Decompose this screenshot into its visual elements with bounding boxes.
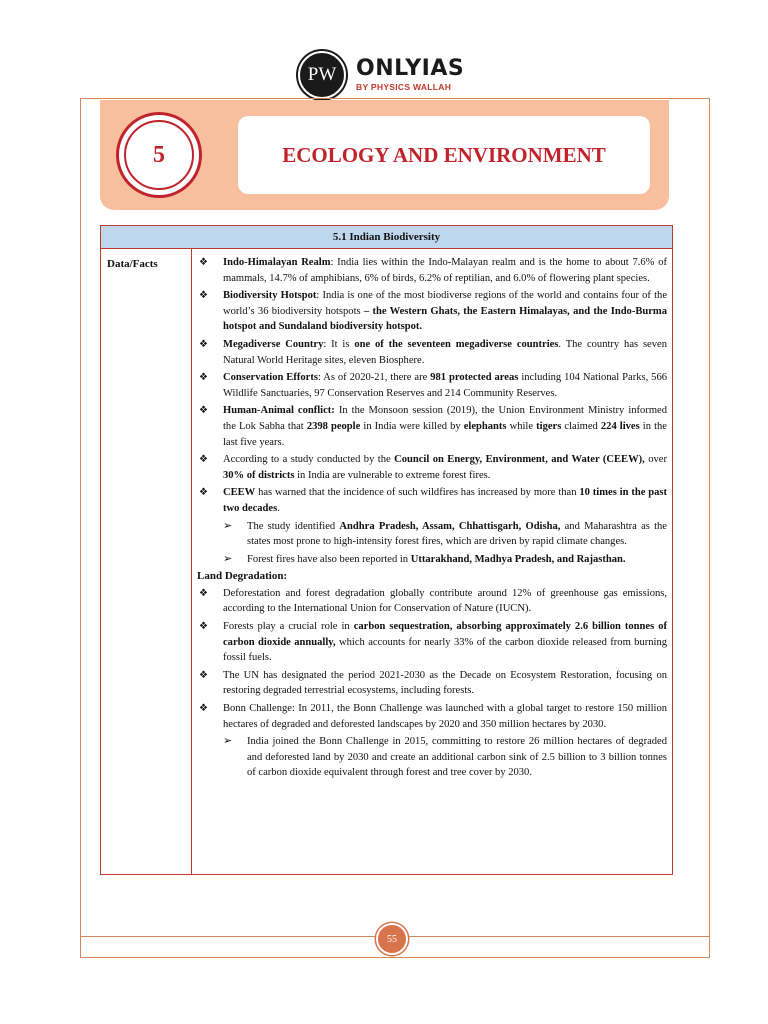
diamond-bullet-icon: ❖ — [199, 405, 208, 417]
list-item: ❖ Megadiverse Country: It is one of the seventeen megadiverse countries. The country has seven Natural World Heritage sites, eleven Biosphere. — [199, 338, 667, 366]
list-item: ❖ The UN has designated the period 2021-2030 as the Decade on Ecosystem Restoration, focusing on restoring degraded terrestrial ecosystems, including forests. — [199, 669, 667, 697]
pw-logo-icon: PW — [298, 51, 346, 99]
brand-subtitle: BY PHYSICS WALLAH — [356, 82, 452, 93]
list-item: ❖ Bonn Challenge: In 2011, the Bonn Challenge was launched with a global target to restore 150 million hectares of degraded and deforested landscapes by 2020 and 350 million hectares by 2030. — [199, 703, 667, 730]
column-divider — [191, 248, 192, 874]
chapter-title-box — [238, 116, 650, 194]
arrowhead-bullet-icon: ➢ — [223, 519, 233, 532]
row-label: Data/Facts — [107, 258, 158, 270]
diamond-bullet-icon: ❖ — [199, 454, 208, 466]
sub-list-item: ➢ India joined the Bonn Challenge in 2015, committing to restore 26 million hectares of degraded and deforested land by 2030 and create an additional carbon sink of 2.5 billion to 3 billion tonnes of carbon dioxide equivalent through forest and tree cover by 2030. — [223, 735, 667, 779]
page-number: 55 — [376, 923, 408, 955]
facts-body — [197, 255, 667, 783]
chapter-number-badge — [116, 112, 202, 198]
chapter-title: ECOLOGY AND ENVIRONMENT — [282, 142, 606, 167]
list-item: ❖ Deforestation and forest degradation globally contribute around 12% of greenhouse gas emissions, according to the International Union for Conservation of Nature (IUCN). — [199, 587, 667, 615]
diamond-bullet-icon: ❖ — [199, 338, 208, 350]
list-item: ❖ Human-Animal conflict: In the Monsoon session (2019), the Union Environment Ministry informed the Lok Sabha that 2398 people in India were killed by elephants while tigers claimed 224 lives in the last five years. — [199, 405, 667, 448]
list-item: ❖ According to a study conducted by the Council on Energy, Environment, and Water (CEEW), over 30% of districts in India are vulnerable to extreme forest fires. — [199, 454, 667, 481]
list-item: ❖ Conservation Efforts: As of 2020-21, there are 981 protected areas including 104 National Parks, 566 Wildlife Sanctuaries, 97 Conservation Reserves and 214 Community Reserves. — [199, 372, 668, 399]
sub-list-item: ➢ Forest fires have also been reported in Uttarakhand, Madhya Pradesh, and Rajasthan. — [197, 552, 667, 568]
diamond-bullet-icon: ❖ — [199, 621, 208, 633]
list-item: ❖ CEEW has warned that the incidence of such wildfires has increased by more than 10 times in the past two decades. — [199, 487, 667, 514]
diamond-bullet-icon: ❖ — [199, 703, 208, 715]
data-facts-row — [101, 248, 672, 874]
diamond-bullet-icon: ❖ — [199, 487, 208, 499]
diamond-bullet-icon: ❖ — [199, 587, 208, 599]
diamond-bullet-icon: ❖ — [199, 372, 208, 384]
list-item: ❖ Biodiversity Hotspot: India is one of the most biodiverse regions of the world and contains four of the world’s 36 biodiversity hotspots – the Western Ghats, the Eastern Himalayas, and the Indo-Burma hotspot and Sundaland biodiversity hotspot. — [199, 290, 668, 333]
land-degradation-heading: Land Degradation: — [197, 570, 288, 583]
brand-logo — [286, 50, 482, 100]
chapter-number: 5 — [153, 141, 165, 168]
brand-name: ONLYIAS — [356, 56, 465, 82]
diamond-bullet-icon: ❖ — [199, 290, 208, 302]
diamond-bullet-icon: ❖ — [199, 257, 208, 268]
section-heading: 5.1 Indian Biodiversity — [101, 226, 672, 249]
arrowhead-bullet-icon: ➢ — [223, 735, 233, 748]
diamond-bullet-icon: ❖ — [199, 669, 208, 681]
list-item: ❖ Indo-Himalayan Realm: India lies within the Indo-Malayan realm and is the home to about 7.6% of mammals, 14.7% of amphibians, 6% of birds, 6.2% of reptilian, and 6.0% of flowering plant species. — [199, 257, 667, 284]
sub-list-item: ➢ The study identified Andhra Pradesh, Assam, Chhattisgarh, Odisha, and Maharashtra as the states most prone to high-intensity forest fires, which are driven by rapid climate changes. — [223, 519, 667, 548]
list-item: ❖ Forests play a crucial role in carbon sequestration, absorbing approximately 2.6 billion tonnes of carbon dioxide annually, which accounts for nearly 33% of the carbon dioxide released from burning fossil fuels. — [199, 621, 667, 664]
content-table — [100, 225, 673, 875]
arrowhead-bullet-icon: ➢ — [223, 552, 233, 565]
